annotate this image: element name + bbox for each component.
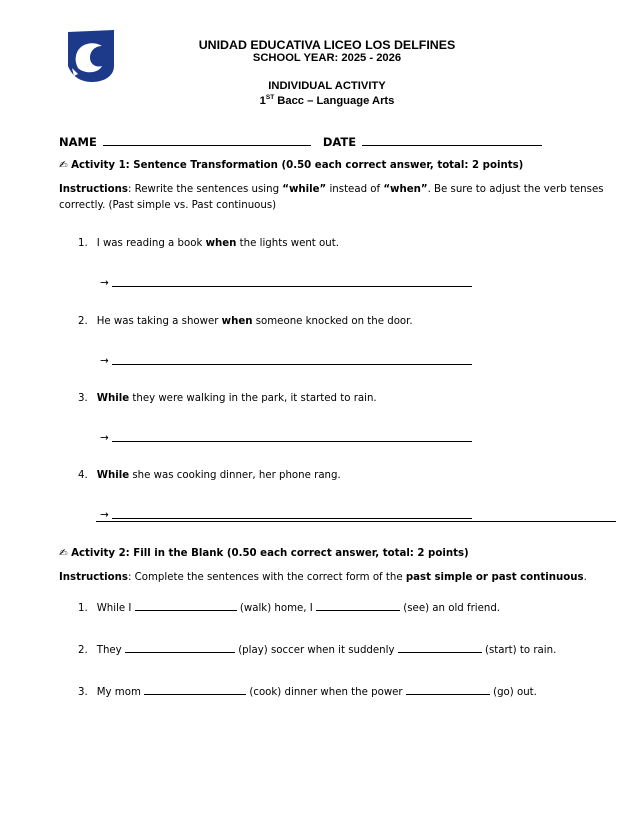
arrow-icon: →: [100, 277, 109, 289]
activity-2-instructions: Instructions: Complete the sentences with the correct form of the past simple or past continuous.: [59, 572, 587, 583]
blank-field[interactable]: [125, 642, 235, 653]
answer-line-2[interactable]: [112, 364, 472, 365]
activity-1-title: ✍ Activity 1: Sentence Transformation (0.50 each correct answer, total: 2 points): [59, 160, 524, 171]
answer-line-4[interactable]: [112, 518, 472, 519]
name-date-row: [59, 134, 542, 149]
arrow-icon: →: [100, 355, 109, 367]
list-item: 2. They (play) soccer when it suddenly (start) to rain.: [78, 642, 556, 656]
blank-field[interactable]: [406, 684, 490, 695]
answer-line-1[interactable]: [112, 286, 472, 287]
blank-field[interactable]: [316, 600, 400, 611]
school-name: UNIDAD EDUCATIVA LICEO LOS DELFINES: [198, 38, 456, 52]
activity-2-title: ✍ Activity 2: Fill in the Blank (0.50 each correct answer, total: 2 points): [59, 548, 469, 559]
writing-hand-icon: ✍: [59, 160, 68, 171]
list-item: 1. While I (walk) home, I (see) an old friend.: [78, 600, 500, 614]
arrow-icon: →: [100, 509, 109, 521]
activity-1-instructions: Instructions: Rewrite the sentences using “while” instead of “when”. Be sure to adjust the verb tenses: [59, 184, 604, 195]
arrow-icon: →: [100, 432, 109, 444]
course-title: 1ST Bacc – Language Arts: [259, 94, 395, 107]
blank-field[interactable]: [144, 684, 246, 695]
list-item: 2. He was taking a shower when someone knocked on the door.: [78, 316, 413, 327]
activity-heading: INDIVIDUAL ACTIVITY: [268, 80, 386, 92]
name-label: NAME: [59, 135, 97, 149]
list-item: 3. My mom (cook) dinner when the power (go) out.: [78, 684, 537, 698]
blank-field[interactable]: [398, 642, 482, 653]
school-year: SCHOOL YEAR: 2025 - 2026: [252, 52, 402, 64]
answer-line-3[interactable]: [112, 441, 472, 442]
date-label: DATE: [322, 135, 357, 149]
date-field[interactable]: [362, 134, 542, 146]
list-item: 1. I was reading a book when the lights went out.: [78, 238, 339, 249]
list-item: 4. While she was cooking dinner, her phone rang.: [78, 470, 341, 481]
name-field[interactable]: [103, 134, 311, 146]
activity-1-instructions-line2: correctly. (Past simple vs. Past continuous): [59, 200, 277, 211]
section-divider: [96, 521, 616, 522]
list-item: 3. While they were walking in the park, it started to rain.: [78, 393, 377, 404]
blank-field[interactable]: [135, 600, 237, 611]
writing-hand-icon: ✍: [59, 548, 68, 559]
